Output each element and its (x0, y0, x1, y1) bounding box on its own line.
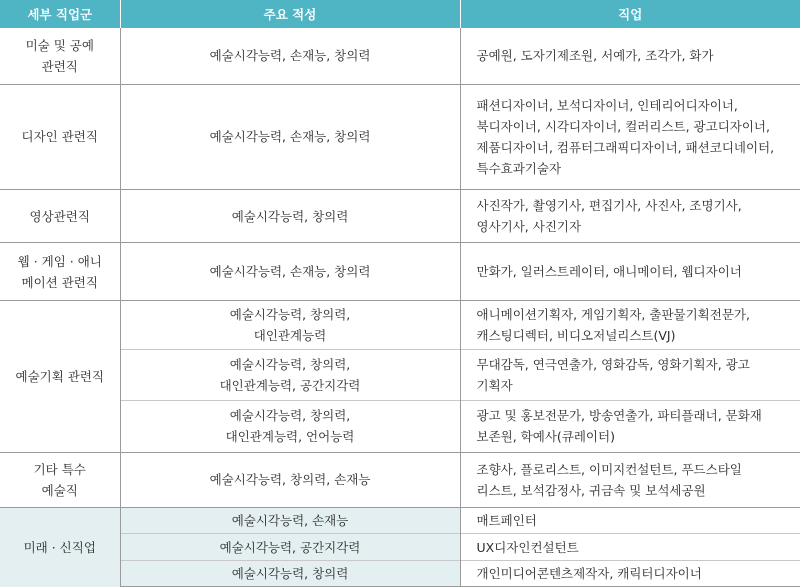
table-row (0, 534, 800, 560)
table-row (0, 452, 800, 508)
row-aptitude: 예술시각능력, 손재능, 창의력 (120, 243, 460, 301)
table-row (0, 508, 800, 534)
table-row (0, 560, 800, 586)
table-row (0, 28, 800, 85)
table-row (0, 350, 800, 401)
row-category: 디자인 관련직 (0, 84, 120, 189)
row-category: 미래 · 신직업 (0, 508, 120, 587)
table-row (0, 243, 800, 301)
table-row (0, 189, 800, 243)
table-row (0, 84, 800, 189)
table-row (0, 400, 800, 452)
row-aptitude: 예술시각능력, 창의력 (120, 560, 460, 586)
row-aptitude: 예술시각능력, 창의력, 대인관계능력, 공간지각력 (120, 350, 460, 401)
header-category: 세부 직업군 (0, 0, 120, 28)
row-aptitude: 예술시각능력, 창의력, 대인관계능력, 언어능력 (120, 400, 460, 452)
row-aptitude: 예술시각능력, 공간지각력 (120, 534, 460, 560)
row-aptitude: 예술시각능력, 손재능, 창의력 (120, 84, 460, 189)
row-aptitude: 예술시각능력, 창의력, 대인관계능력 (120, 300, 460, 350)
row-jobs: 조향사, 플로리스트, 이미지컨설턴트, 푸드스타일 리스트, 보석감정사, 귀금속 및 보석세공원 (460, 452, 800, 508)
row-category: 기타 특수 예술직 (0, 452, 120, 508)
table-header-row (0, 0, 800, 28)
row-category: 웹 · 게임 · 애니 메이션 관련직 (0, 243, 120, 301)
row-aptitude: 예술시각능력, 손재능, 창의력 (120, 28, 460, 85)
row-category: 미술 및 공예 관련직 (0, 28, 120, 85)
row-jobs: 무대감독, 연극연출가, 영화감독, 영화기획자, 광고 기획자 (460, 350, 800, 401)
header-aptitude: 주요 적성 (120, 0, 460, 28)
row-jobs: 패션디자이너, 보석디자이너, 인테리어디자이너, 북디자이너, 시각디자이너, 컬러리스트, 광고디자이너, 제품디자이너, 컴퓨터그래픽디자이너, 패션코디네이터, 특수효과기술자 (460, 84, 800, 189)
row-jobs: 공예원, 도자기제조원, 서예가, 조각가, 화가 (460, 28, 800, 85)
row-aptitude: 예술시각능력, 손재능 (120, 508, 460, 534)
table-row (0, 300, 800, 350)
row-jobs: 만화가, 일러스트레이터, 애니메이터, 웹디자이너 (460, 243, 800, 301)
row-jobs: 광고 및 홍보전문가, 방송연출가, 파티플래너, 문화재 보존원, 학예사(큐레이터) (460, 400, 800, 452)
row-jobs: 사진작가, 촬영기사, 편집기사, 사진사, 조명기사, 영사기사, 사진기자 (460, 189, 800, 243)
row-aptitude: 예술시각능력, 창의력 (120, 189, 460, 243)
row-jobs: 개인미디어콘텐츠제작자, 캐릭터디자이너 (460, 560, 800, 586)
header-jobs: 직업 (460, 0, 800, 28)
row-jobs: 애니메이션기획자, 게임기획자, 출판물기획전문가, 캐스팅디렉터, 비디오저널리스트(VJ) (460, 300, 800, 350)
row-category: 영상관련직 (0, 189, 120, 243)
row-jobs: 매트페인터 (460, 508, 800, 534)
row-category: 예술기획 관련직 (0, 300, 120, 452)
row-jobs: UX디자인컨설턴트 (460, 534, 800, 560)
row-aptitude: 예술시각능력, 창의력, 손재능 (120, 452, 460, 508)
